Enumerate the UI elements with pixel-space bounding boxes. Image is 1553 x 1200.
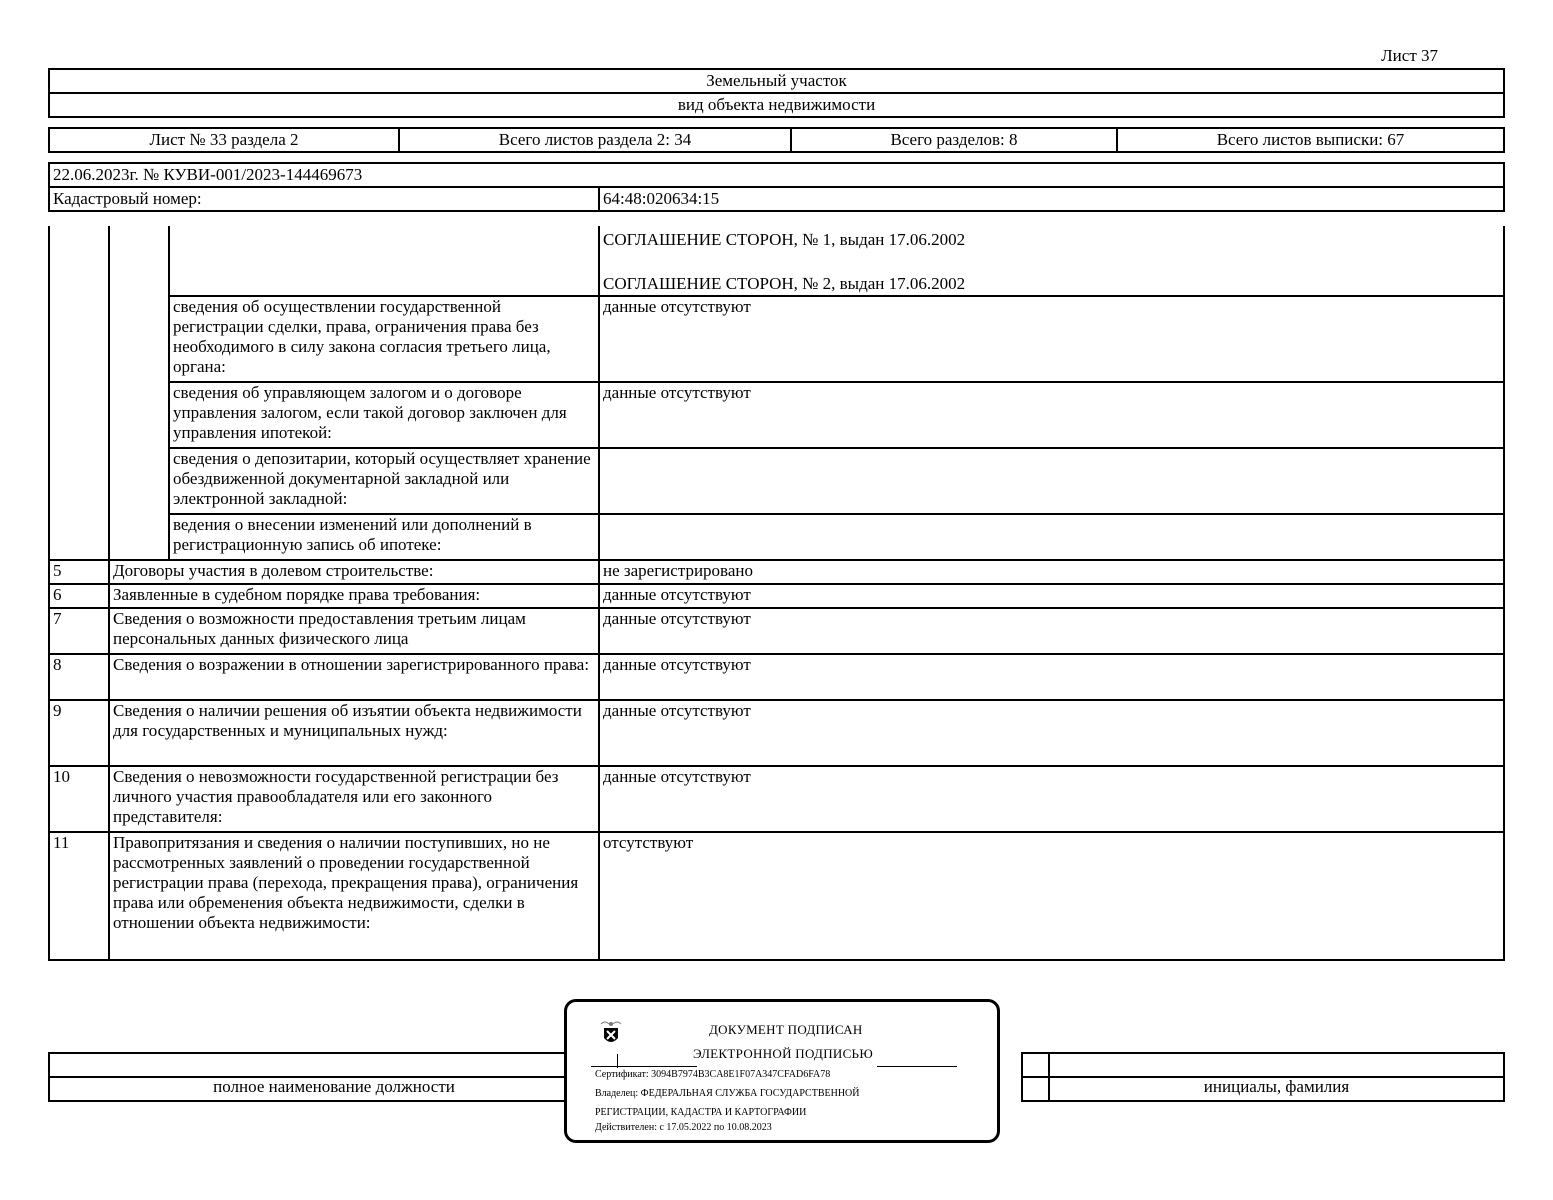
row-label: Сведения о возможности предоставления третьим лицам персональных данных физического лица [109,608,599,654]
row-number: 8 [49,654,109,700]
total-sections: Всего разделов: 8 [791,128,1117,152]
stamp-tick [617,1054,618,1068]
object-header-table [48,68,1505,118]
e-signature-stamp [564,999,1000,1143]
total-section-sheets: Всего листов раздела 2: 34 [399,128,791,152]
registration-date-number: 22.06.2023г. № КУВИ-001/2023-144469673 [49,163,1504,187]
sub-row-value [599,514,1504,560]
row-number: 10 [49,766,109,832]
registration-table [48,162,1505,212]
row-number: 6 [49,584,109,608]
row-label: Заявленные в судебном порядке права требования: [109,584,599,608]
agreements-cell [599,226,1504,296]
cadastral-value: 64:48:020634:15 [599,187,1504,211]
row-label: Сведения о наличии решения об изъятии объекта недвижимости для государственных и муниципальных нужд: [109,700,599,766]
sub-row-label: сведения об осуществлении государственной регистрации сделки, права, ограничения права без необходимого в силу закона согласия третьего лица, органа: [169,296,599,382]
agreement-2: СОГЛАШЕНИЕ СТОРОН, № 2, выдан 17.06.2002 [603,274,966,293]
row-label: Правопритязания и сведения о наличии поступивших, но не рассмотренных заявлений о проведении государственной регистрации права (перехода, прекращения права), ограничения права или обременения объекта недвижимости, сделки в отношении объекта недвижимости: [109,832,599,960]
cadastral-label: Кадастровый номер: [49,187,599,211]
signature-box [1022,1053,1049,1077]
stamp-underline-left [591,1066,697,1067]
position-field [49,1053,619,1077]
signature-box [1022,1077,1049,1101]
row-value: данные отсутствуют [599,654,1504,700]
position-caption: полное наименование должности [49,1077,619,1101]
sub-row-value: данные отсутствуют [599,382,1504,448]
stamp-title-line2: ЭЛЕКТРОННОЙ ПОДПИСЬЮ [693,1046,873,1061]
total-extract-sheets: Всего листов выписки: 67 [1117,128,1504,152]
sub-row-value [599,448,1504,514]
sub-row-label: ведения о внесении изменений или дополнений в регистрационную запись об ипотеке: [169,514,599,560]
row-value: не зарегистрировано [599,560,1504,584]
name-field [1049,1053,1504,1077]
agreement-1: СОГЛАШЕНИЕ СТОРОН, № 1, выдан 17.06.2002 [603,230,966,249]
sub-row-value: данные отсутствуют [599,296,1504,382]
stamp-certificate: Сертификат: 3094B7974B3CA8E1F07A347CFAD6FA78 [595,1069,831,1080]
sheet-counts-table [48,127,1505,153]
row-label: Сведения о возражении в отношении зарегистрированного права: [109,654,599,700]
continuation-sub-cell [109,226,169,560]
sub-row-label: сведения о депозитарии, который осуществляет хранение обездвиженной документарной закладной или электронной закладной: [169,448,599,514]
coat-of-arms-icon [595,1018,627,1050]
stamp-owner-line1: Владелец: ФЕДЕРАЛЬНАЯ СЛУЖБА ГОСУДАРСТВЕННОЙ [595,1088,860,1099]
stamp-owner-line2: РЕГИСТРАЦИИ, КАДАСТРА И КАРТОГРАФИИ [595,1107,807,1118]
row-number: 7 [49,608,109,654]
object-kind-caption: вид объекта недвижимости [49,93,1504,117]
sheet-number: Лист № 33 раздела 2 [49,128,399,152]
object-type: Земельный участок [49,69,1504,93]
stamp-underline-right [877,1066,957,1067]
row-number: 11 [49,832,109,960]
sheet-label: Лист 37 [1381,46,1438,65]
row-label: Договоры участия в долевом строительстве: [109,560,599,584]
row-value: данные отсутствуют [599,766,1504,832]
sub-row-label: сведения об управляющем залогом и о договоре управления залогом, если такой договор заключен для управления ипотекой: [169,382,599,448]
stamp-title-line1: ДОКУМЕНТ ПОДПИСАН [709,1022,863,1037]
row-value: данные отсутствуют [599,608,1504,654]
row-number: 9 [49,700,109,766]
continuation-num-cell [49,226,109,560]
continuation-label-cell [169,226,599,296]
stamp-validity: Действителен: с 17.05.2022 по 10.08.2023 [595,1122,772,1133]
row-value: отсутствуют [599,832,1504,960]
name-caption: инициалы, фамилия [1049,1077,1504,1101]
encumbrance-table [48,226,1505,961]
row-value: данные отсутствуют [599,700,1504,766]
row-number: 5 [49,560,109,584]
row-value: данные отсутствуют [599,584,1504,608]
row-label: Сведения о невозможности государственной регистрации без личного участия правообладателя или его законного представителя: [109,766,599,832]
